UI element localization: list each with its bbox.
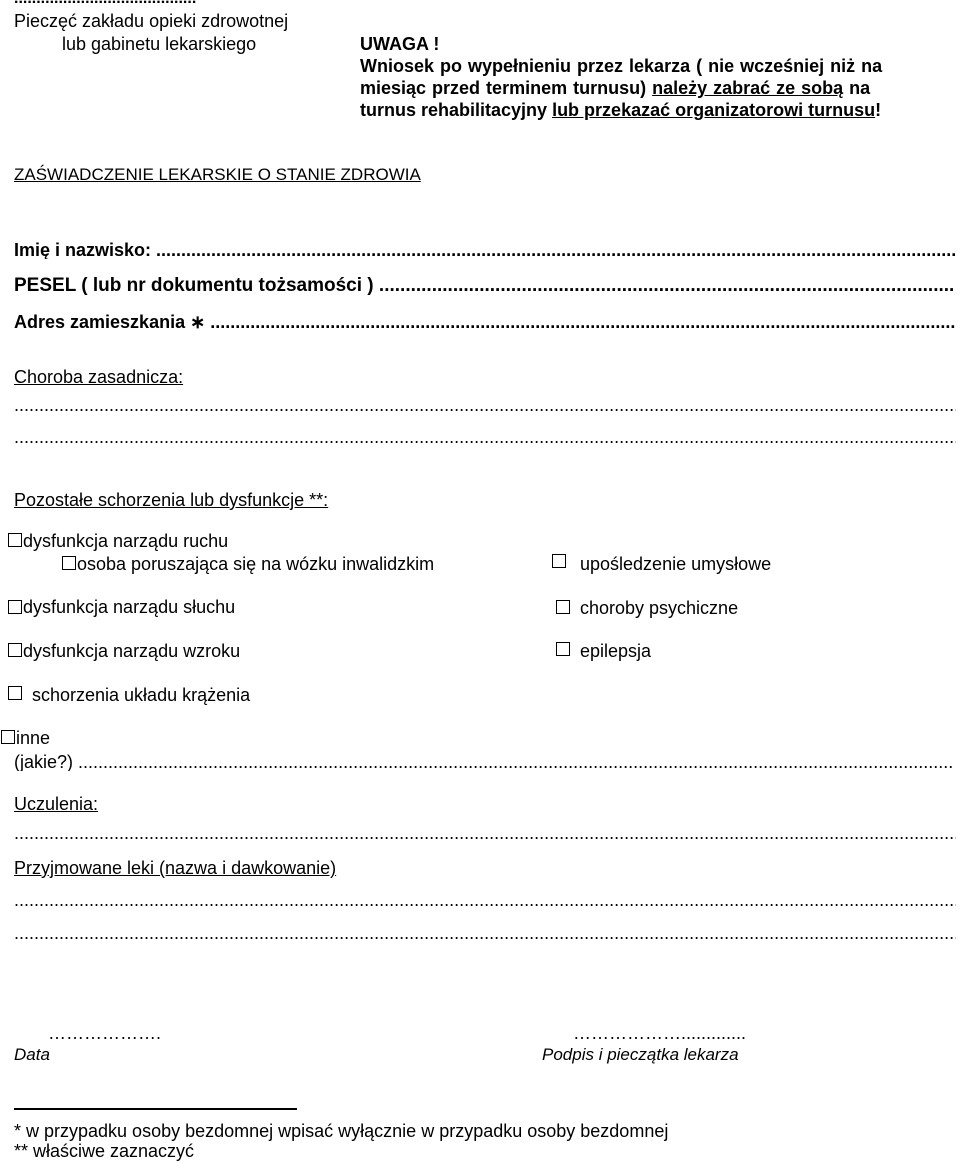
name-label: Imię i nazwisko: [14, 241, 152, 259]
warning-line1: Wniosek po wypełnieniu przez lekarza ( nie wcześniej niż na [360, 56, 883, 76]
stamp-label-line2: lub gabinetu lekarskiego [62, 34, 257, 54]
checkbox-epilepsy-label: epilepsja [580, 641, 652, 661]
other-what-field[interactable] [14, 753, 954, 771]
checkbox-vision[interactable] [8, 643, 22, 657]
asterisk-icon: ∗ [190, 313, 206, 331]
signature-label: Podpis i pieczątka lekarza [542, 1045, 739, 1064]
date-label: Data [14, 1045, 50, 1064]
address-label: Adres zamieszkania [14, 313, 186, 331]
stamp-dots [14, 0, 196, 7]
disease-line-2[interactable] [14, 428, 956, 450]
checkbox-motor[interactable] [8, 533, 22, 547]
medications-label: Przyjmowane leki (nazwa i dawkowanie) [14, 858, 337, 878]
page-title: ZAŚWIADCZENIE LEKARSKIE O STANIE ZDROWIA [14, 165, 421, 184]
disease-label: Choroba zasadnicza: [14, 367, 184, 387]
pesel-label: PESEL ( lub nr dokumentu tożsamości ) [14, 276, 374, 295]
address-field[interactable] [14, 313, 956, 331]
warning-line3: turnus rehabilitacyjny lub przekazać organizatorowi turnusu! [360, 100, 882, 120]
warning-line2: miesiąc przed terminem turnusu) należy zabrać ze sobą na [360, 78, 871, 98]
checkbox-psychiatric-label: choroby psychiczne [580, 598, 739, 618]
checkbox-hearing[interactable] [8, 600, 22, 614]
checkbox-psychiatric[interactable] [556, 600, 570, 614]
warning-title: UWAGA ! [360, 34, 440, 54]
disease-line-1[interactable] [14, 396, 956, 418]
footnote-2: ** właściwe zaznaczyć [14, 1141, 195, 1161]
checkbox-epilepsy[interactable] [556, 642, 570, 656]
signature-dots: ………………............. [573, 1023, 747, 1043]
allergies-label: Uczulenia: [14, 794, 99, 814]
checkbox-wheelchair-label: osoba poruszająca się na wózku inwalidzkim [77, 554, 435, 574]
checkbox-motor-label: dysfunkcja narządu ruchu [23, 531, 229, 551]
checkbox-wheelchair[interactable] [62, 556, 76, 570]
checkbox-hearing-label: dysfunkcja narządu słuchu [23, 597, 236, 617]
allergies-line[interactable] [14, 824, 956, 846]
footnote-divider [14, 1108, 297, 1110]
medications-line-2[interactable] [14, 924, 956, 946]
checkbox-circulatory[interactable] [8, 686, 22, 700]
checkbox-intellectual[interactable] [552, 554, 566, 568]
stamp-label-line1: Pieczęć zakładu opieki zdrowotnej [14, 11, 289, 31]
checkbox-other-label: inne [16, 728, 51, 748]
footnote-1: * w przypadku osoby bezdomnej wpisać wyłącznie w przypadku osoby bezdomnej [14, 1121, 669, 1141]
name-field[interactable] [14, 241, 956, 259]
other-what-label: (jakie?) [14, 753, 74, 771]
checkbox-circulatory-label: schorzenia układu krążenia [32, 685, 251, 705]
checkbox-intellectual-label: upośledzenie umysłowe [580, 554, 772, 574]
other-conditions-label: Pozostałe schorzenia lub dysfunkcje **: [14, 490, 329, 510]
checkbox-vision-label: dysfunkcja narządu wzroku [23, 641, 241, 661]
date-dots: ………………. [48, 1023, 162, 1043]
checkbox-other[interactable] [1, 730, 15, 744]
pesel-field[interactable] [14, 276, 954, 295]
medications-line-1[interactable] [14, 891, 956, 913]
